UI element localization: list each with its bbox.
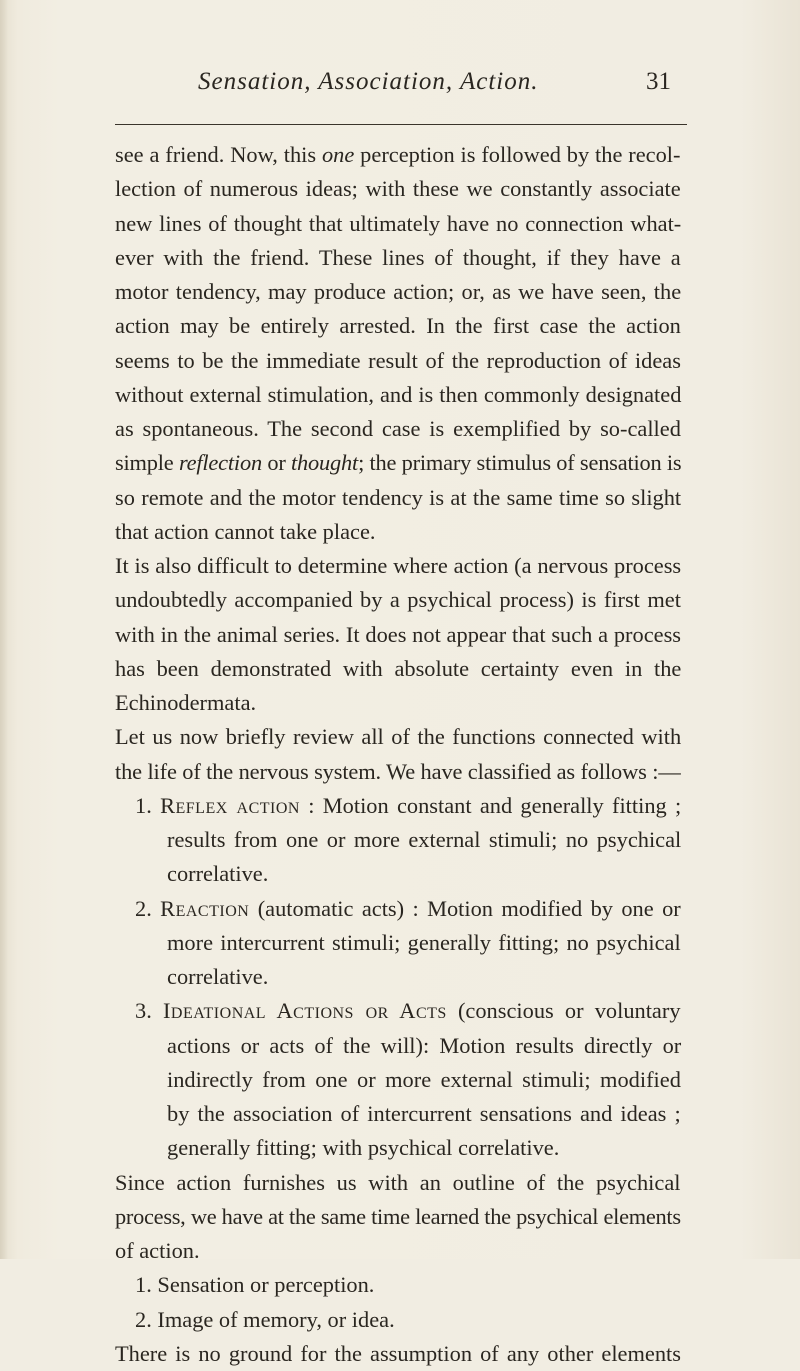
text-run: of action. [115,1238,200,1263]
text-line [115,1337,681,1371]
text-line [115,172,681,206]
text-line [135,1268,374,1302]
text-run: that action cannot take place. [115,519,376,544]
text-line [167,926,681,960]
text-line [115,138,681,172]
text-line [167,1131,559,1165]
text-run: with in the animal series. It does not appear that such a process [115,622,681,647]
text-run: reflection [178,450,262,475]
text-run: as spontaneous. The second case is exemplified by so-called [115,416,681,441]
text-run: (automatic acts) : Motion modified by one or [249,896,681,921]
text-run: ever with the friend. These lines of thought, if they have a [115,245,681,270]
text-line [115,412,681,446]
text-run: without external stimulation, and is then commonly designated [115,382,682,407]
text-line [115,686,256,720]
text-line [115,207,681,241]
text-run: one [321,142,355,167]
text-line [115,446,681,480]
text-run: the life of the nervous system. We have classified as follows :— [115,759,681,784]
text-line [135,892,681,926]
text-run: simple [115,450,179,475]
text-run: Reaction [160,896,250,921]
text-run: Ideational Actions or Acts [162,998,447,1023]
text-line [115,309,681,343]
text-run: undoubtedly accompanied by a psychical process) is first met [115,587,681,612]
text-line [115,652,681,686]
text-run: lection of numerous ideas; with these we constantly associate [115,176,681,201]
text-line [115,275,681,309]
text-line [115,1234,200,1268]
text-run: correlative. [167,964,269,989]
text-line [115,344,681,378]
text-run: so remote and the motor tendency is at the same time so slight [115,485,682,510]
text-run: (conscious or voluntary [446,998,681,1023]
text-run: Echinodermata. [115,690,257,715]
page-number: 31 [646,68,671,95]
page-header [0,68,800,108]
text-line [115,1200,681,1234]
text-line [115,481,681,515]
text-run: 1. Sensation or perception. [135,1272,375,1297]
text-run: generally fitting; with psychical correlative. [167,1135,560,1160]
text-line [115,618,681,652]
text-run: new lines of thought that ultimately have no connection what- [115,211,682,236]
text-run: There is no ground for the assumption of any other elements [115,1341,681,1366]
header-rule [115,124,687,125]
text-line [167,1063,681,1097]
text-run: 1. [135,793,161,818]
text-run: perception is followed by the recol- [354,142,681,167]
page-gutter-shadow [0,0,8,1259]
text-line [167,1097,681,1131]
text-run: correlative. [167,861,269,886]
running-title: Sensation, Association, Action. [198,68,539,95]
text-line [115,241,681,275]
text-run: or [261,450,292,475]
text-line [135,789,681,823]
text-run: seems to be the immediate result of the reproduction of ideas [115,348,681,373]
text-line [115,549,681,583]
text-line [167,857,268,891]
text-line [167,1029,681,1063]
text-line [135,994,681,1028]
text-run: action may be entirely arrested. In the first case the action [115,313,681,338]
text-run: results from one or more external stimuli; no psychical [167,827,682,852]
text-run: motor tendency, may produce action; or, as we have seen, the [115,279,682,304]
text-line [115,755,681,789]
text-line [135,1303,395,1337]
text-run: has been demonstrated with absolute certainty even in the [115,656,682,681]
text-line [167,823,681,857]
text-run: : Motion constant and generally fitting ; [299,793,682,818]
text-run: process, we have at the same time learned the psychical elements [115,1204,681,1229]
text-run: It is also difficult to determine where action (a nervous process [115,553,682,578]
text-run: 2. [135,896,161,921]
text-run: Since action furnishes us with an outline of the psychical [115,1170,681,1195]
text-run: 3. [135,998,163,1023]
text-run: ; the primary stimulus of sensation is [358,450,682,475]
text-line [115,515,375,549]
text-run: 2. Image of memory, or idea. [135,1307,395,1332]
text-run: Reflex action [160,793,300,818]
text-run: indirectly from one or more external stimuli; modified [167,1067,681,1092]
text-line [115,720,681,754]
text-run: see a friend. Now, this [115,142,322,167]
text-run: thought [291,450,359,475]
text-run: Let us now briefly review all of the functions connected with [115,724,682,749]
text-run: by the association of intercurrent sensations and ideas ; [167,1101,681,1126]
text-line [115,1166,681,1200]
text-run: more intercurrent stimuli; generally fitting; no psychical [167,930,681,955]
text-line [167,960,268,994]
text-line [115,378,681,412]
text-run: actions or acts of the will): Motion results directly or [167,1033,682,1058]
text-line [115,583,681,617]
